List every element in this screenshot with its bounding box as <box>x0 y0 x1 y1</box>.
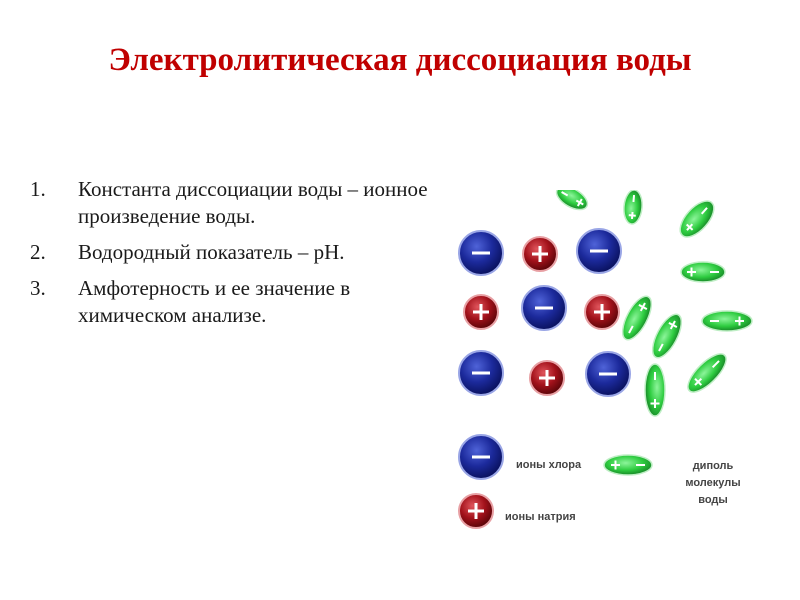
water-dipole <box>647 310 687 362</box>
legend-chlorine-ion <box>459 435 503 479</box>
list-item-number: 1. <box>30 177 46 201</box>
list-item-text: Водородный показатель – pH. <box>78 240 345 264</box>
water-dipole <box>674 195 720 242</box>
legend-water-dipole <box>604 455 652 475</box>
dissociation-figure <box>445 190 795 540</box>
legend-label-dipole-line1: диполь <box>692 460 734 472</box>
chlorine-ion <box>459 231 503 275</box>
chlorine-ion <box>459 351 503 395</box>
sodium-ion <box>530 361 564 395</box>
chlorine-ion <box>522 286 566 330</box>
list-item <box>30 239 440 266</box>
sodium-ion <box>585 295 619 329</box>
sodium-ion <box>523 237 557 271</box>
list-item-number: 2. <box>30 240 46 264</box>
sodium-ion <box>464 295 498 329</box>
water-dipole <box>553 190 591 214</box>
list-item-text: Константа диссоциации воды – ионное произведение воды. <box>78 177 428 228</box>
water-dipole <box>702 311 752 331</box>
water-dipole <box>623 190 644 225</box>
legend-label-chlorine: ионы хлора <box>516 459 582 471</box>
list-item-text: Амфотерность и ее значение в химическом анализе. <box>78 276 351 327</box>
slide-title: Электролитическая диссоциация воды <box>108 42 692 78</box>
water-dipole <box>617 292 657 344</box>
dissociation-diagram <box>445 190 795 540</box>
list-item <box>30 176 440 230</box>
chlorine-ion <box>586 352 630 396</box>
topic-list <box>30 176 440 338</box>
water-dipole <box>645 364 665 416</box>
legend-label-dipole-line3: воды <box>698 494 728 506</box>
legend-label-dipole-line2: молекулы <box>685 477 741 489</box>
chlorine-ion <box>577 229 621 273</box>
water-dipole <box>681 262 725 282</box>
list-item <box>30 275 440 329</box>
legend-sodium-ion <box>459 494 493 528</box>
water-dipole <box>682 348 731 397</box>
list-item-number: 3. <box>30 276 46 300</box>
legend-label-sodium: ионы натрия <box>505 511 576 523</box>
